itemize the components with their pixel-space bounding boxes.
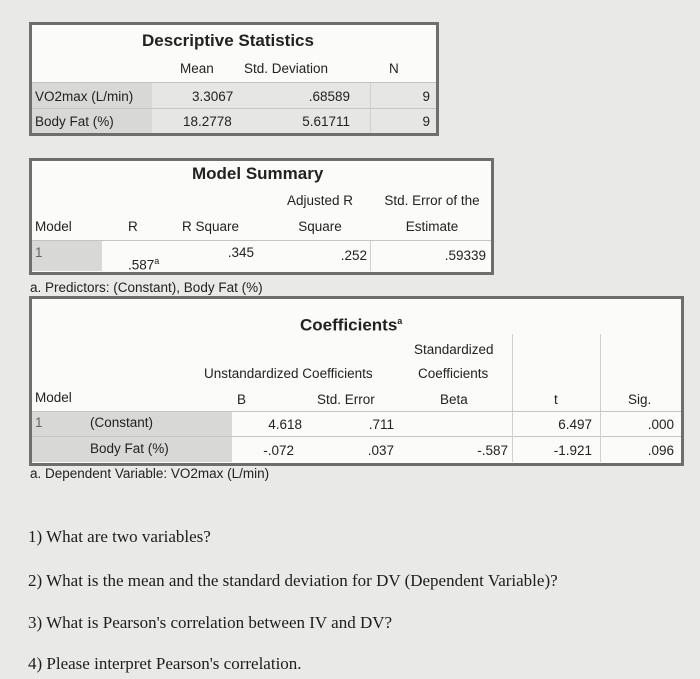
col-r-square: R Square (182, 219, 240, 234)
cell-sd: .68589 (308, 89, 350, 104)
col-standardized-line1: Standardized (414, 342, 494, 357)
divider (600, 334, 601, 411)
cell-model: 1 (35, 245, 43, 260)
col-std-error-estimate-line2: Estimate (405, 219, 459, 234)
cell-mean: 18.2778 (183, 114, 232, 129)
question-2: 2) What is the mean and the standard deviation for DV (Dependent Variable)? (28, 571, 558, 590)
col-standardized-line2: Coefficients (418, 366, 489, 381)
question-1: 1) What are two variables? (28, 527, 211, 546)
divider (32, 108, 436, 109)
question-4: 4) Please interpret Pearson's correlation. (28, 654, 302, 673)
col-n: N (389, 61, 399, 76)
col-model: Model (35, 390, 72, 405)
col-model: Model (35, 219, 72, 234)
cell-mean: 3.3067 (192, 89, 234, 104)
cell-r-footnote: a (154, 256, 160, 266)
coefficients-title (300, 313, 402, 334)
cell-b: 4.618 (268, 417, 302, 432)
cell-std-error: .711 (368, 417, 394, 432)
col-adjusted-line1: Adjusted R (286, 193, 354, 208)
row-label: (Constant) (90, 415, 154, 430)
col-unstandardized-coefficients: Unstandardized Coefficients (204, 366, 373, 381)
col-std-error: Std. Error (317, 392, 375, 407)
cell-sd: 5.61711 (302, 114, 350, 129)
col-std-deviation: Std. Deviation (244, 61, 329, 76)
question-3: 3) What is Pearson's correlation between IV and DV? (28, 613, 393, 632)
model-summary-title: Model Summary (192, 164, 324, 183)
descriptive-statistics-table (29, 22, 439, 136)
divider (512, 334, 513, 411)
cell-std-error: .037 (367, 443, 394, 458)
col-adjusted-r-square-line2: Square (298, 219, 342, 234)
cell-b: -.072 (263, 443, 294, 458)
divider (370, 83, 371, 133)
cell-sig: .000 (647, 417, 674, 432)
cell-beta: -.587 (477, 443, 508, 458)
row-label: Body Fat (%) (90, 441, 169, 456)
col-sig: Sig. (628, 392, 652, 407)
cell-r-value: .587 (128, 257, 155, 273)
cell-sig: .096 (647, 443, 674, 458)
cell-n: 9 (422, 114, 430, 129)
cell-r (128, 253, 159, 274)
coefficients-footnote: a. Dependent Variable: VO2max (L/min) (30, 466, 270, 481)
col-b: B (237, 392, 247, 407)
cell-n: 9 (422, 89, 430, 104)
col-mean: Mean (180, 61, 214, 76)
descriptive-statistics-title: Descriptive Statistics (142, 31, 314, 50)
cell-t: -1.921 (553, 443, 592, 458)
col-std-error-estimate: Std. Error of the (384, 193, 480, 208)
coefficients-title-footnote: a (397, 316, 403, 326)
row-label: VO2max (L/min) (35, 89, 134, 104)
col-t: t (554, 392, 558, 407)
cell-t: 6.497 (558, 417, 592, 432)
divider (600, 412, 601, 462)
cell-adjusted-r-square: .252 (340, 248, 367, 263)
divider (370, 241, 371, 271)
divider (512, 412, 513, 462)
cell-r-square: .345 (227, 245, 254, 260)
cell-model: 1 (35, 415, 43, 430)
row-label: Body Fat (%) (35, 114, 114, 129)
model-summary-table (29, 158, 494, 275)
divider (32, 436, 681, 437)
col-adjusted-r-square (270, 193, 370, 209)
col-beta: Beta (440, 392, 468, 407)
col-r: R (128, 219, 138, 234)
coefficients-table (29, 296, 684, 466)
coefficients-title-text: Coefficients (300, 315, 398, 335)
model-summary-footnote: a. Predictors: (Constant), Body Fat (%) (30, 280, 263, 295)
cell-std-error-estimate: .59339 (444, 248, 486, 263)
